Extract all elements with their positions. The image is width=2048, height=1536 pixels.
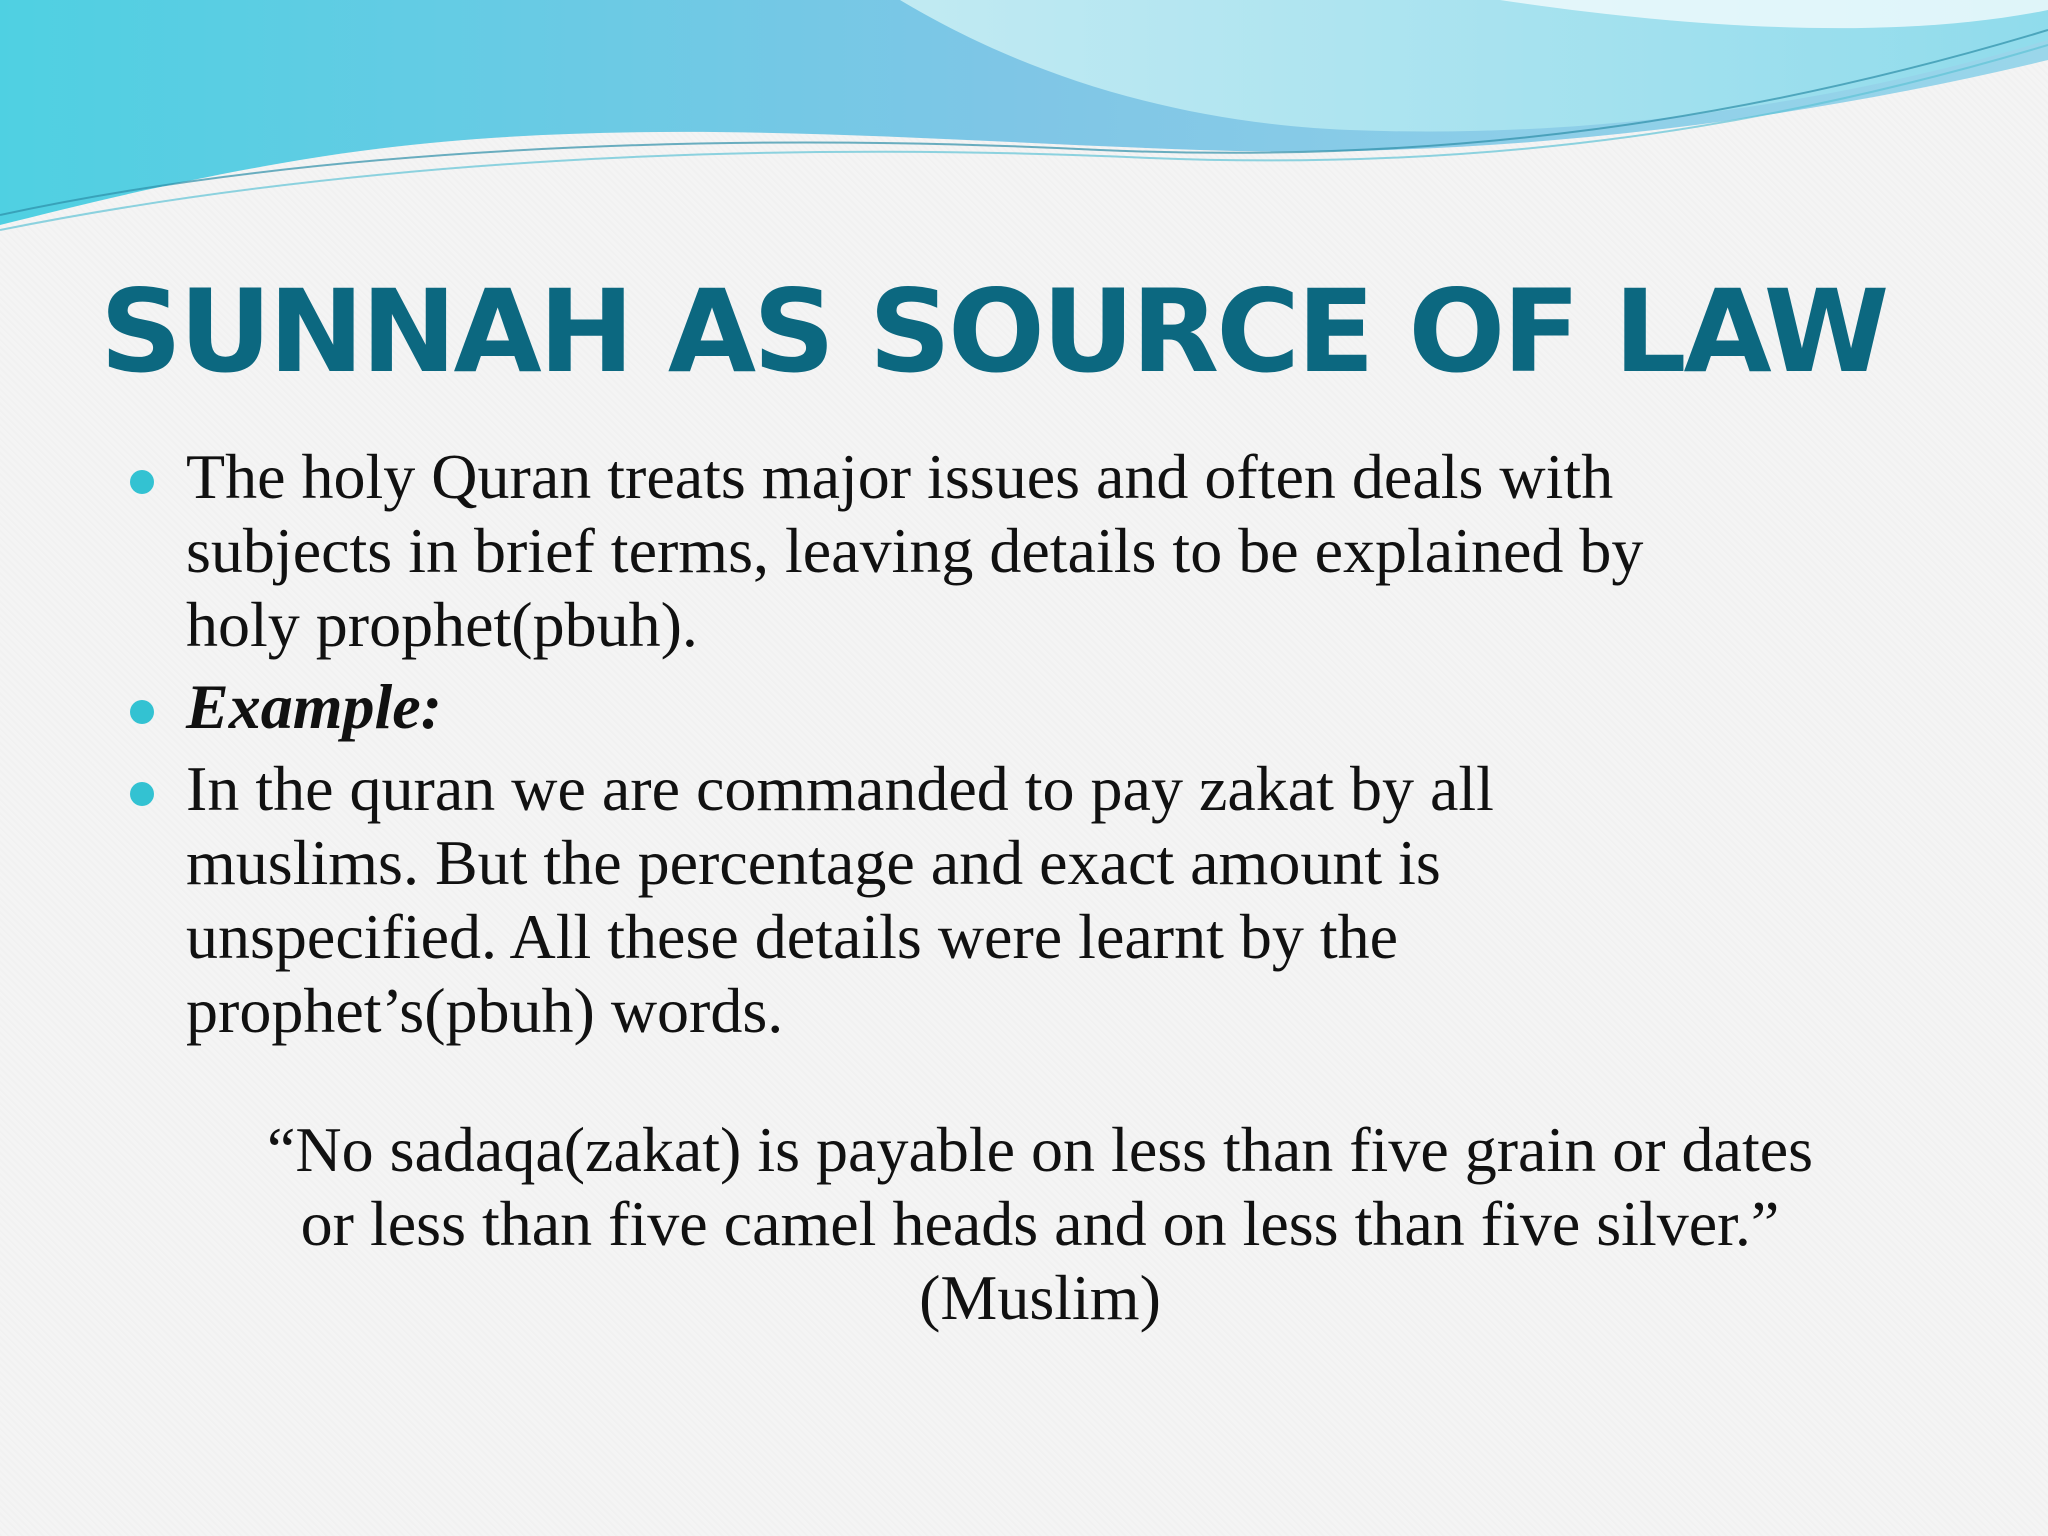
bullet-line: prophet’s(pbuh) words.: [186, 975, 784, 1046]
hadith-quote: [150, 1113, 1930, 1335]
bullet-line: muslims. But the percentage and exact amount is: [186, 827, 1441, 898]
bullet-item: [130, 752, 1930, 1048]
quote-source: (Muslim): [919, 1262, 1161, 1333]
bullet-line: In the quran we are commanded to pay zakat by all: [186, 753, 1494, 824]
quote-line: or less than five camel heads and on less than five silver.”: [300, 1188, 1780, 1259]
bullet-list: [130, 440, 1930, 1056]
header-wave-decoration: [0, 0, 2048, 240]
bullet-text: [186, 752, 1930, 1048]
quote-line: “No sadaqa(zakat) is payable on less than five grain or dates: [266, 1114, 1814, 1185]
bullet-line: holy prophet(pbuh).: [186, 589, 698, 660]
bullet-text: [186, 440, 1930, 662]
slide-title: SUNNAH AS SOURCE OF LAW: [100, 265, 1887, 398]
bullet-line: unspecified. All these details were learnt by the: [186, 901, 1399, 972]
bullet-item: [130, 670, 1930, 744]
bullet-dot-icon: [130, 700, 154, 724]
bullet-dot-icon: [130, 470, 154, 494]
bullet-text-example: [186, 670, 1930, 744]
bullet-dot-icon: [130, 782, 154, 806]
bullet-item: [130, 440, 1930, 662]
bullet-line: Example:: [186, 671, 442, 742]
bullet-line: The holy Quran treats major issues and often deals with: [186, 441, 1614, 512]
bullet-line: subjects in brief terms, leaving details to be explained by: [186, 515, 1644, 586]
